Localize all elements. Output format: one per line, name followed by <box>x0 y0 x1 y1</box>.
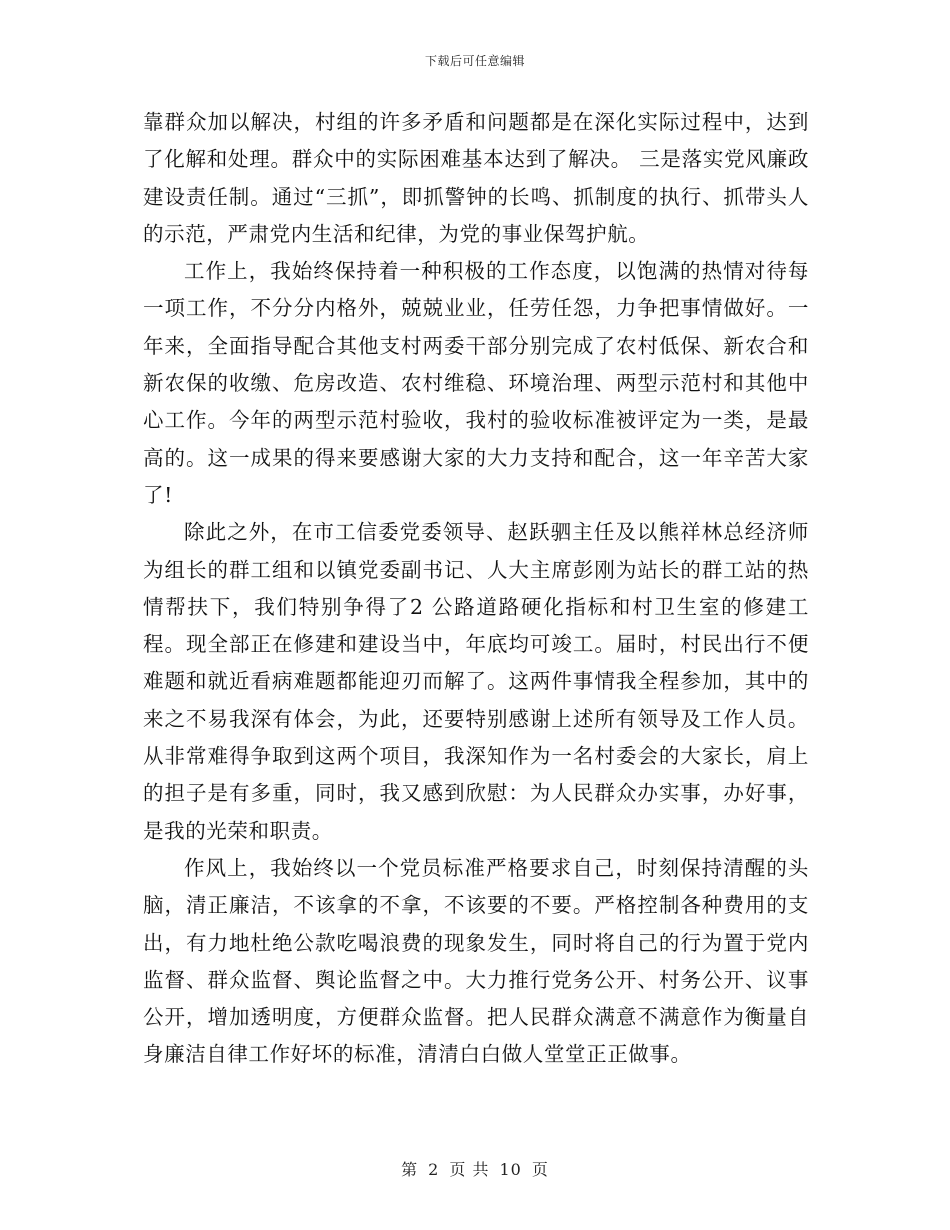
footer-prefix: 第 <box>401 1160 419 1179</box>
footer-total-pages: 10 <box>499 1160 522 1179</box>
footer-suffix: 页 <box>531 1160 549 1179</box>
paragraph-3: 除此之外，在市工信委党委领导、赵跃驷主任及以熊祥林总经济师为组长的群工组和以镇党委副书记、人大主席彭刚为站长的群工站的热情帮扶下，我们特别争得了2 公路道路硬化指标和村卫生室的修建工程。现全部正在修建和建设当中，年底均可竣工。届时，村民出行不便难题和就近看病难题都能迎刃而解了。这两件事情我全程参加，其中的来之不易我深有体会，为此，还要特别感谢上述所有领导及工作人员。从非常难得争取到这两个项目，我深知作为一名村委会的大家长，肩上的担子是有多重，同时，我又感到欣慰：为人民群众办实事，办好事，是我的光荣和职责。 <box>143 520 809 843</box>
paragraph-4: 作风上，我始终以一个党员标准严格要求自己，时刻保持清醒的头脑，清正廉洁，不该拿的不拿，不该要的不要。严格控制各种费用的支出，有力地杜绝公款吃喝浪费的现象发生，同时将自己的行为置于党内监督、群众监督、舆论监督之中。大力推行党务公开、村务公开、议事公开，增加透明度，方便群众监督。把人民群众满意不满意作为衡量自身廉洁自律工作好坏的标准，清清白白做人堂堂正正做事。 <box>143 855 809 1067</box>
page-footer <box>0 1157 950 1180</box>
document-body <box>143 104 809 1074</box>
page-header: 下载后可任意编辑 <box>424 54 525 68</box>
paragraph-2: 工作上，我始终保持着一种积极的工作态度，以饱满的热情对待每一项工作，不分分内格外，兢兢业业，任劳任怨，力争把事情做好。一年来，全面指导配合其他支村两委干部分别完成了农村低保、新农合和新农保的收缴、危房改造、农村维稳、环境治理、两型示范村和其他中心工作。今年的两型示范村验收，我村的验收标准被评定为一类，是最高的。这一成果的得来要感谢大家的大力支持和配合，这一年辛苦大家了! <box>143 259 809 507</box>
footer-middle: 页 共 <box>449 1160 490 1179</box>
paragraph-1: 靠群众加以解决，村组的许多矛盾和问题都是在深化实际过程中，达到了化解和处理。群众中的实际困难基本达到了解决。 三是落实党风廉政建设责任制。通过“三抓”，即抓警钟的长鸣、抓制度的执行、抓带头人的示范，严肃党内生活和纪律，为党的事业保驾护航。 <box>143 110 809 246</box>
footer-page-number: 2 <box>428 1160 440 1179</box>
